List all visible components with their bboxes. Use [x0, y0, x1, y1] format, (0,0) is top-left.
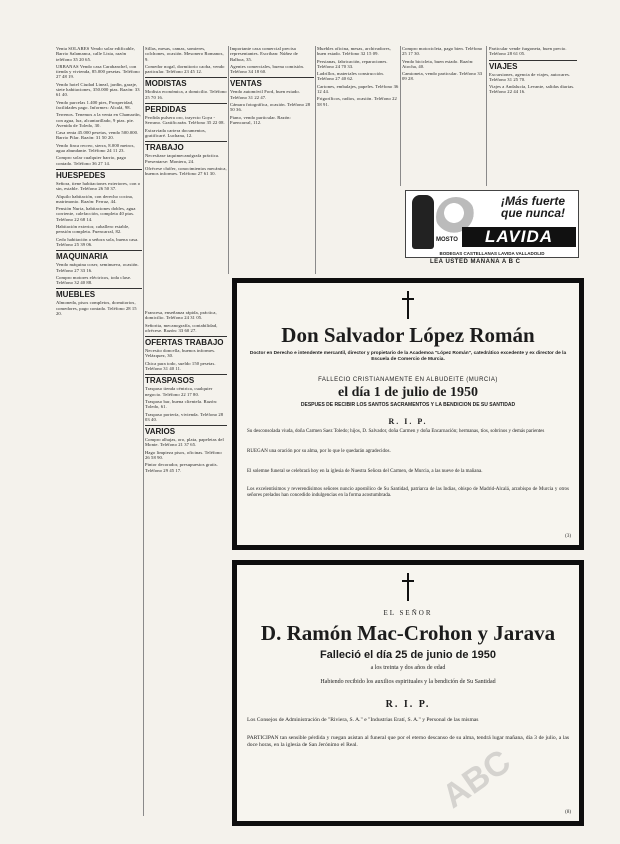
classified-column-1 [56, 46, 142, 816]
obituary-date: el día 1 de julio de 1950 [337, 385, 478, 400]
section-heading: MODISTAS [145, 77, 227, 88]
section-heading: VARIOS [145, 425, 227, 436]
classified-column-2 [145, 46, 227, 304]
obituary-rip: R. I. P. [385, 699, 431, 710]
classified-ad: Vendo máquina coser, seminueva, ocasión. Teléfono 27 33 16. [56, 262, 139, 273]
classified-ad: Sillas, mesas, camas, somieres, colchones, ocasión. Mesonero Romanos, 9. [145, 46, 224, 62]
classified-ad: Ofrécese chófer, conocimientos mecánica, buenos informes. Teléfono 27 61 30. [145, 165, 227, 177]
classified-ad: Muebles oficina, mesas, archivadores, buen estado. Teléfono 32 15 09. [317, 46, 391, 57]
classified-ad: Pensión Nuria, habitaciones dobles, agua corriente, calefacción, completa 40 ptas. Teléfono 22 68 14. [56, 206, 136, 222]
obituary-participan: PARTICIPAN tan sensible pérdida y ruegan asistan al funeral que por el eterno descanso de su alma, tendrá lugar mañana, día 3 de julio, a las doce horas, en la iglesia de San Jerónimo el Real. [247, 735, 569, 748]
agency-number: (8) [565, 810, 571, 815]
obituary-indulgences: Los excelentísimos y reverendísimos señores nuncio apostólico de Su Santidad, patriarca de las Indias, obispo de Madrid-Alcalá, arzobispo de Murcia y otros señores prelados han concedido indulgencias en la forma acostumbrada. [247, 487, 569, 499]
section-heading: OFERTAS TRABAJO [145, 336, 227, 347]
classified-ad: Extraviada cartera documentos, gratificaré. Luchana, 12. [145, 127, 207, 138]
section-heading: VIAJES [489, 60, 577, 71]
lea-line: LEA USTED MAÑANA A B C [430, 259, 521, 265]
classified-ad: Vendo finca recreo, sierra, 8.000 metros, agua abundante. Teléfono 24 11 23. [56, 142, 135, 154]
classified-ad: Vendo hotel Ciudad Lineal, jardín, garaje, siete habitaciones, 350.000 ptas. Razón: 33 61 40. [56, 81, 140, 98]
classified-ad: Hago limpieza pisos, oficinas. Teléfono 26 58 90. [145, 449, 222, 461]
classified-ad: Almoneda, pisos completos, dormitorios, comedores, pago contado. Teléfono 28 15 20. [56, 300, 137, 316]
classified-ad: Terrenos. Tenemos a la venta en Chamartín, con agua, luz, alcantarillado, 9 ptas. pie. Avenida de Toledo, 30. [56, 112, 141, 128]
section-heading: PERDIDAS [145, 103, 227, 114]
classified-ad: Compro solar cualquier barrio, pago contado. Teléfono 36 27 14. [56, 155, 127, 166]
classified-ad: Vendo automóvil Ford, buen estado. Teléfono 31 22 47. [230, 89, 300, 100]
column-rule [228, 46, 229, 274]
classified-column-2-lower [145, 310, 227, 816]
lavida-advertisement [405, 190, 579, 258]
column-rule [400, 46, 401, 186]
classified-ad: Señorita, mecanografía, contabilidad, ofrécese. Razón: 33 60 27. [145, 322, 218, 333]
classified-ad: Agentes comerciales, buena comisión. Teléfono 34 18 60. [230, 63, 305, 75]
obituary-sacraments: DESPUES DE RECIBIR LOS SANTOS SACRAMENTOS Y LA BENDICION DE SU SANTIDAD [300, 402, 516, 408]
obituary-mac-crohon [232, 560, 584, 826]
classified-ad: Alquilo habitación, con derecho cocina, matrimonio. Razón: Ferraz, 44. [56, 193, 134, 204]
classified-ad: Pintor decorador, presupuestos gratis. Teléfono 29 45 17. [145, 462, 218, 473]
lavida-brand: LAVIDA [462, 227, 576, 247]
classified-column-3 [230, 46, 314, 274]
column-rule [315, 46, 316, 274]
obituary-name: Don Salvador López Román [281, 323, 535, 347]
classified-column-4 [317, 46, 399, 274]
classified-ad: Necesito doncella, buenos informes. Velázquez, 30. [145, 348, 216, 359]
classified-ad: Piano, vendo particular. Razón: Fuencarral, 112. [230, 114, 291, 125]
watermark-stamp: ABC [435, 742, 518, 816]
classified-ad: Compro motocicleta, pago bien. Teléfono 25 17 30. [402, 46, 483, 57]
column-rule [486, 46, 487, 186]
lavida-slogan: ¡Más fuerte que nunca! [500, 194, 565, 220]
section-heading: HUESPEDES [56, 169, 142, 180]
classified-ad: Perdida pulsera oro, trayecto Goya - Serrano. Gratificarán. Teléfono 35 22 08. [145, 115, 225, 126]
classified-ad: Compro alhajas, oro, plata, papeletas del Monte. Teléfono 21 37 65. [145, 437, 224, 448]
classified-ad: Traspaso bar, buena clientela. Razón: Toledo, 61. [145, 398, 218, 410]
classified-ad: URBANAS Vendo casa Carabanchel, con tienda y vivienda, 85.000 pesetas. Teléfono 27 48 19. [56, 63, 140, 80]
classified-ad: Francesa, enseñanza rápida, práctica, domicilio. Teléfono 24 31 05. [145, 310, 217, 321]
obituary-fall-place: FALLECIO CRISTIANAMENTE EN ALBUDEITE (MURCIA) [318, 377, 498, 383]
classified-ad: Compro motores eléctricos, toda clase. Teléfono 32 40 88. [56, 274, 132, 286]
section-heading: TRASPASOS [145, 374, 227, 385]
classified-ad: Importante casa comercial precisa representantes. Escriban: Núñez de Balboa, 35. [230, 46, 298, 62]
agency-number: (3) [565, 534, 571, 539]
classified-ad: Vendo parcelas 1.400 pies, Prosperidad, facilidades pago. Informes: Alcalá, 98. [56, 99, 134, 110]
cross-icon [407, 573, 409, 601]
obituary-name: D. Ramón Mac-Crohon y Jarava [260, 621, 556, 645]
obituary-el-senor: EL SEÑOR [383, 609, 433, 617]
classified-ad: Modista económica, a domicilio. Teléfono 25 70 16. [145, 89, 227, 100]
obituary-councils: Los Consejos de Administración de "Riviera, S. A." e "Industrias Eratí, S. A." y Personal de las mismas [247, 717, 479, 723]
obituary-sacraments: Habiendo recibido los auxilios espirituales y la bendición de Su Santidad [320, 679, 496, 685]
classified-ad: Chica para todo, sueldo 150 pesetas. Teléfono 31 40 11. [145, 360, 216, 372]
classified-column-6 [489, 46, 577, 188]
obituary-rip: R. I. P. [388, 417, 428, 426]
classified-column-5 [402, 46, 484, 188]
section-heading: MUEBLES [56, 288, 142, 299]
obituary-funeral: El solemne funeral se celebrará hoy en la iglesia de Nuestra Señora del Carmen, de Murcia, a las nueve de la mañana. [247, 469, 483, 474]
classified-ad: Casa renta 45.000 pesetas, vendo 500.000. Barrio Pilar. Razón: 31 50 20. [56, 130, 139, 141]
classified-ad: Vendo bicicleta, buen estado. Razón: Atocha, 40. [402, 58, 474, 69]
classified-ad: Ladrillos, materiales construcción. Teléfono 27 40 62. [317, 71, 385, 82]
obituary-date: Falleció el día 25 de junio de 1950 [319, 649, 497, 661]
cross-icon [407, 291, 409, 319]
obituary-lopez-roman [232, 278, 584, 550]
classified-ad: Cedo habitación a señora sola, buena casa. Teléfono 25 39 06. [56, 236, 139, 247]
obituary-ruegan: RUEGAN una oración por su alma, por lo que le quedarán agradecidos. [247, 449, 391, 454]
classified-ad: Traspaso portería, vivienda. Teléfono 28 03 40. [145, 411, 224, 422]
bottle-icon [412, 195, 434, 249]
classified-ad: Habitación exterior, caballero estable, pensión completa. Fuencarral, 82. [56, 224, 130, 235]
classified-ad: Cámara fotográfica, ocasión. Teléfono 28 50 36. [230, 102, 311, 113]
lavida-footer: BODEGAS CASTELLANAS LAVIDA VALLADOLID [439, 251, 545, 256]
classified-ad: Comedor nogal, dormitorio caoba, vendo particular. Teléfono 23 45 12. [145, 63, 225, 75]
classified-ad: Camioneta, vendo particular. Teléfono 33 09 28. [402, 71, 483, 82]
classified-ad: Necesítase taquimecanógrafa práctica. Presentarse: Montera, 24. [145, 153, 220, 164]
classified-ad: Cartones, embalajes, papeles. Teléfono 36 12 44. [317, 83, 399, 95]
classified-ad: Particular vende furgoneta, buen precio. Teléfono 28 61 05. [489, 46, 567, 57]
lavida-prefix: MOSTO [436, 237, 458, 243]
section-heading: MAQUINARIA [56, 250, 142, 261]
classified-ad: Venta SOLARES Vendo solar edificable, Barrio Salamanca, calle Lista, razón teléfono 35 20 65. [56, 46, 136, 62]
obituary-age: a los treinta y dos años de edad [370, 665, 446, 671]
classified-ad: Persianas, fabricación, reparaciones. Teléfono 24 70 33. [317, 58, 388, 69]
section-heading: TRABAJO [145, 141, 227, 152]
obituary-description: Doctor en Derecho e intendente mercantil, director y propietario de la Academoa "López Román", catedrático excedente y ex director de la Escuela de Comercio de Murcia. [249, 351, 567, 363]
classified-ad: Señora, tiene habitaciones exteriores, con o sin, estable. Teléfono 26 50 37. [56, 180, 141, 192]
column-rule [143, 46, 144, 816]
section-heading: VENTAS [230, 77, 314, 88]
classified-ad: Viajes a Andalucía, Levante, salidas diarias. Teléfono 22 44 16. [489, 84, 575, 95]
classified-ad: Frigoríficos, radios, ocasión. Teléfono 22 58 91. [317, 96, 397, 107]
obituary-family: Su desconsolada viuda, doña Carmen Saez Toledo; hijos, D. Salvador, doña Carmen y doña Encarnación; hermanas, tíos, sobrinos y demás parientes [247, 429, 545, 434]
classified-ad: Excursiones, agencia de viajes, autocares. Teléfono 31 25 70. [489, 71, 571, 82]
classified-ad: Traspaso tienda céntrica, cualquier negocio. Teléfono 22 17 80. [145, 386, 213, 397]
